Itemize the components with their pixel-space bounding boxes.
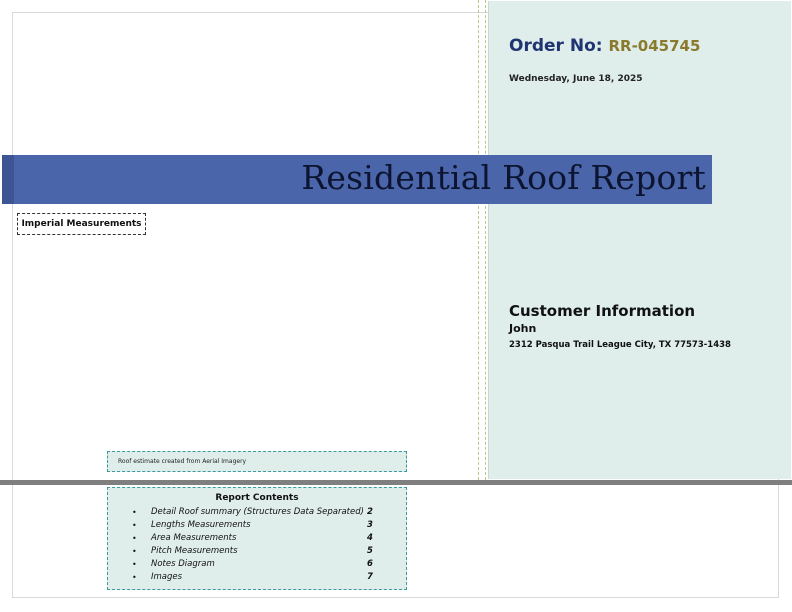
- title-band-shade: [2, 155, 14, 204]
- bullet-icon: •: [132, 534, 137, 543]
- contents-item-page: 7: [367, 572, 373, 582]
- contents-item-page: 2: [367, 507, 373, 517]
- contents-item-label: Images: [151, 572, 183, 582]
- contents-item-page: 4: [367, 533, 373, 543]
- contents-item-label: Detail Roof summary (Structures Data Separated): [151, 507, 364, 517]
- contents-item[interactable]: [108, 558, 406, 571]
- order-number: RR-045745: [608, 37, 701, 55]
- contents-item-page: 5: [367, 546, 373, 556]
- contents-item-page: 6: [367, 559, 373, 569]
- contents-item-label: Pitch Measurements: [151, 546, 238, 556]
- contents-item[interactable]: [108, 571, 406, 584]
- contents-item-label: Lengths Measurements: [151, 520, 251, 530]
- report-contents-heading: Report Contents: [215, 493, 299, 503]
- contents-item[interactable]: [108, 545, 406, 558]
- contents-item[interactable]: [108, 532, 406, 545]
- contents-item-label: Area Measurements: [151, 533, 237, 543]
- contents-item[interactable]: [108, 506, 406, 519]
- page-divider: [0, 480, 792, 485]
- contents-item-page: 3: [367, 520, 373, 530]
- bullet-icon: •: [132, 573, 137, 582]
- margin-guide-left: [478, 0, 479, 480]
- contents-item-label: Notes Diagram: [151, 559, 215, 569]
- customer-address: 2312 Pasqua Trail League City, TX 77573-1438: [509, 340, 731, 350]
- report-contents-box: [107, 487, 407, 590]
- margin-guide-right: [485, 0, 486, 480]
- contents-item[interactable]: [108, 519, 406, 532]
- bullet-icon: •: [132, 547, 137, 556]
- cover-side-panel: [488, 1, 791, 479]
- order-number-heading: [509, 36, 700, 56]
- report-contents-list: [108, 506, 406, 584]
- measurement-system-label: Imperial Measurements: [17, 213, 146, 235]
- bullet-icon: •: [132, 508, 137, 517]
- aerial-imagery-note: Roof estimate created from Aerial Imagery: [107, 451, 407, 472]
- order-label: Order No:: [509, 36, 603, 56]
- customer-info-heading: Customer Information: [509, 302, 696, 320]
- report-title: Residential Roof Report: [301, 158, 706, 197]
- customer-name: John: [509, 322, 537, 335]
- bullet-icon: •: [132, 521, 137, 530]
- order-date: Wednesday, June 18, 2025: [509, 74, 643, 84]
- bullet-icon: •: [132, 560, 137, 569]
